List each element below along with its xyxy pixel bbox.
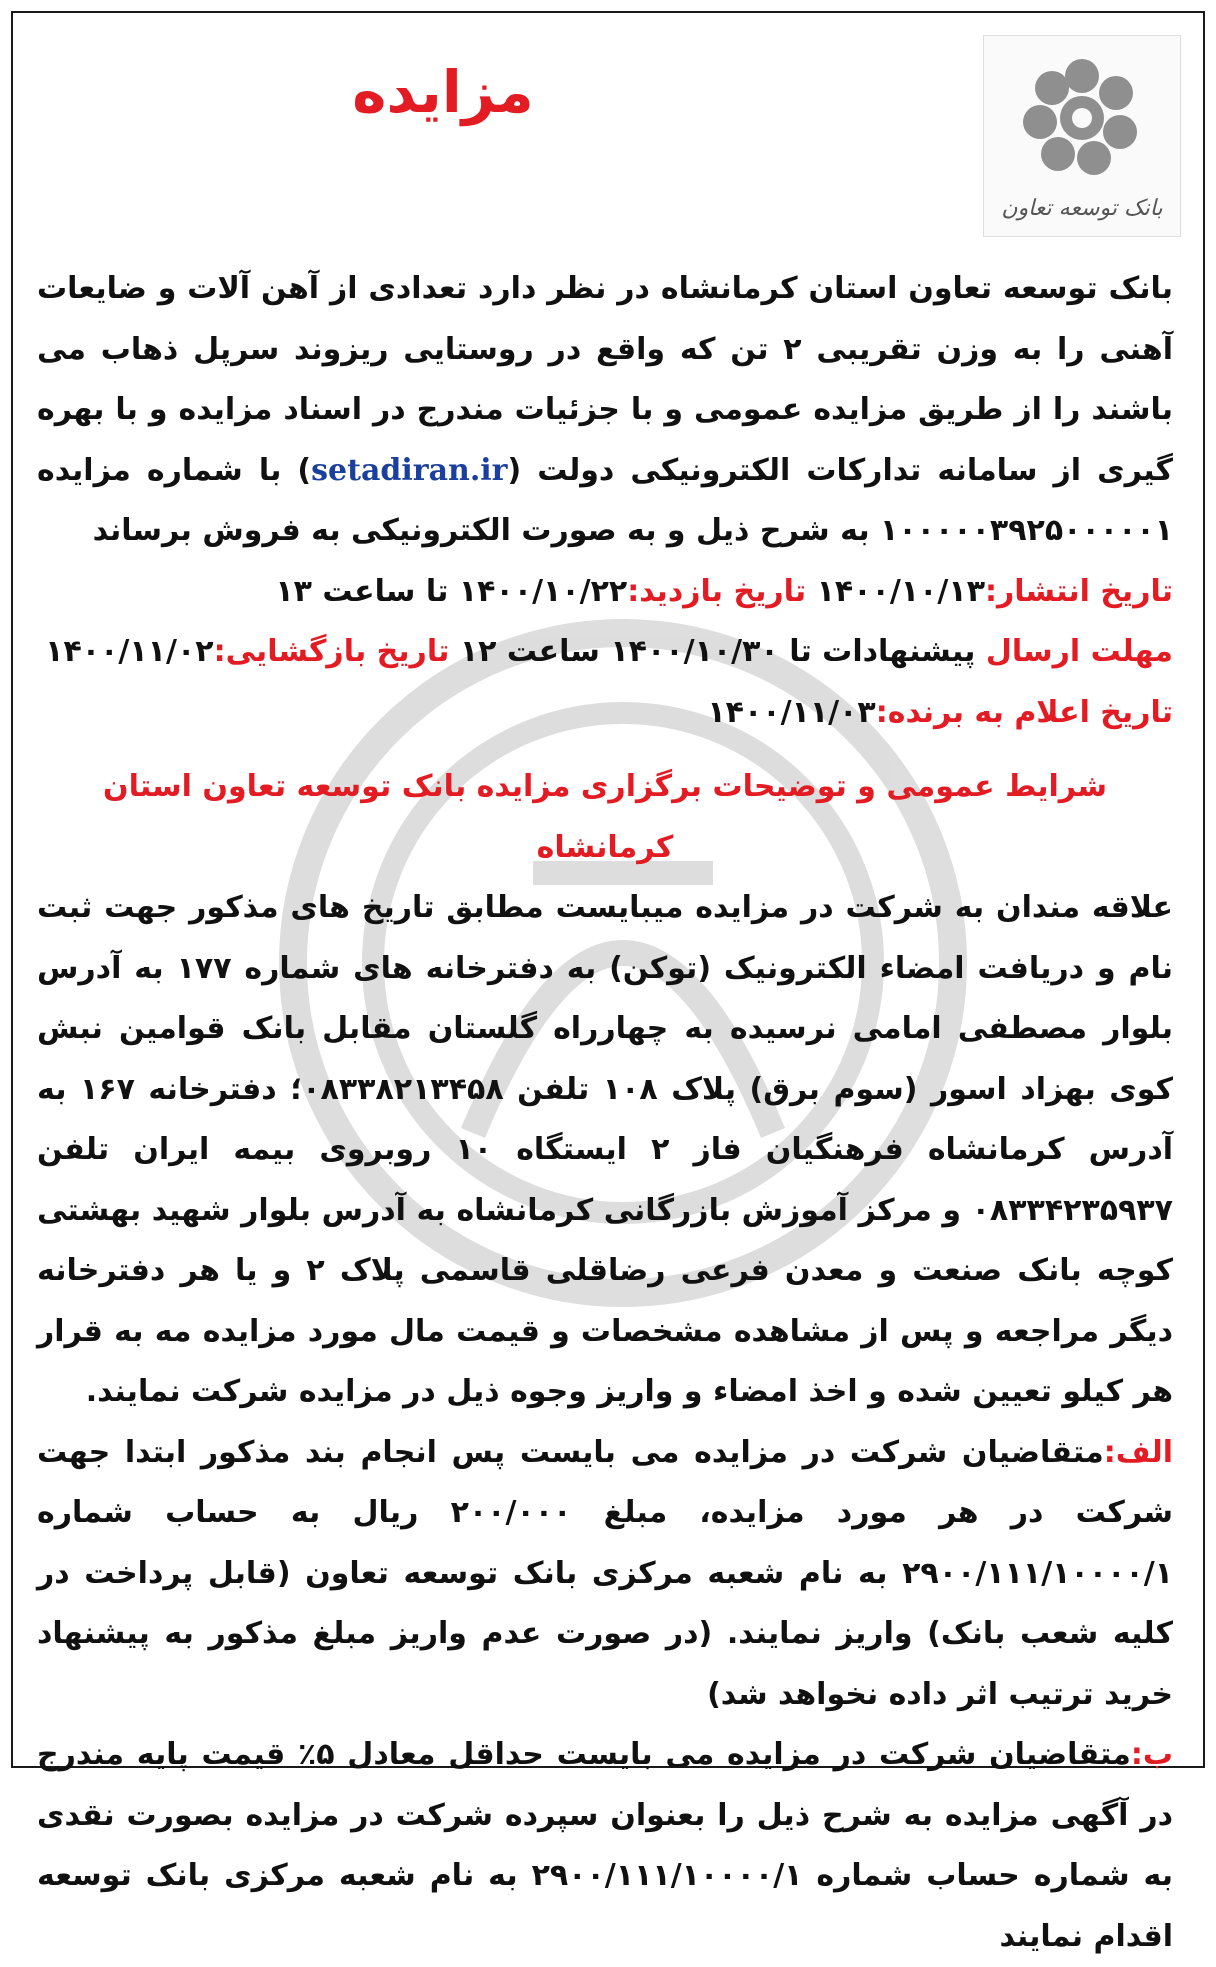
publish-date-value: ۱۴۰۰/۱۰/۱۳ bbox=[816, 573, 986, 609]
visit-date-value: ۱۴۰۰/۱۰/۲۲ تا ساعت ۱۳ bbox=[275, 573, 628, 609]
intro-paragraph bbox=[37, 259, 1173, 562]
dates-line-1 bbox=[37, 562, 1173, 623]
conditions-main: علاقه مندان به شرکت در مزایده میبایست مطابق تاریخ های مذکور جهت ثبت نام و دریافت امضاء الکترونیک (توکن) به دفترخانه های شماره ۱۷۷ به آدرس بلوار مصطفی امامی نرسیده به چهارراه گلستان مقابل بانک قوامین نبش کوی بهزاد اسور (سوم برق) پلاک ۱۰۸ تلفن ۰۸۳۳۸۲۱۳۴۵۸؛ دفترخانه ۱۶۷ به آدرس کرمانشاه فرهنگیان فاز ۲ ایستگاه ۱۰ روبروی بیمه ایران تلفن ۰۸۳۳۴۲۳۵۹۳۷ و مرکز آموزش بازرگانی کرمانشاه به آدرس بلوار شهید بهشتی کوچه بانک صنعت و معدن فرعی رضاقلی قاسمی پلاک ۲ و یا هر دفترخانه دیگر مراجعه و پس از مشاهده مشخصات و قیمت مال مورد مزایده مه به قرار هر کیلو تعیین شده و اخذ امضاء و واریز وجوه ذیل در مزایده شرکت نمایند. bbox=[37, 890, 1174, 1409]
clause-be bbox=[37, 1725, 1173, 1967]
dates-line-3 bbox=[37, 683, 1173, 744]
intro-part2: ) با شماره مزایده ۱۰۰۰۰۰۳۹۲۵۰۰۰۰۰۱ به شرح ذیل و به صورت الکترونیکی به فروش برساند bbox=[37, 452, 1173, 548]
clause-alef-text: متقاضیان شرکت در مزایده می بایست پس انجام بند مذکور ابتدا جهت شرکت در هر مورد مزایده، مبلغ ۲۰۰/۰۰۰ ریال به حساب شماره ۲۹۰۰/۱۱۱/۱۰۰۰۰/۱ به نام شعبه مرکزی بانک توسعه تعاون (قابل پرداخت در کلیه شعب بانک) واریز نمایند. (در صورت عدم واریز مبلغ مذکور به پیشنهاد خرید ترتیب اثر داده نخواهد شد) bbox=[37, 1434, 1173, 1712]
clause-alef-label: الف: bbox=[1103, 1434, 1173, 1470]
auction-notice bbox=[11, 11, 1205, 1954]
deadline-value: پیشنهادات تا ۱۴۰۰/۱۰/۳۰ ساعت ۱۲ bbox=[459, 634, 976, 669]
clause-be-label: ب: bbox=[1130, 1737, 1173, 1772]
flower-logo-icon bbox=[1012, 48, 1152, 188]
deadline-label: مهلت ارسال bbox=[985, 634, 1173, 669]
page-title: مزایده bbox=[352, 58, 534, 126]
opening-date-label: تاریخ بازگشایی: bbox=[213, 634, 450, 669]
logo-caption: بانک توسعه تعاون bbox=[1001, 196, 1163, 221]
bank-logo bbox=[983, 35, 1181, 237]
opening-date-value: ۱۴۰۰/۱۱/۰۲ bbox=[45, 634, 214, 669]
publish-date-label: تاریخ انتشار: bbox=[985, 573, 1173, 609]
clause-alef bbox=[37, 1423, 1173, 1726]
setadiran-link[interactable]: setadiran.ir bbox=[311, 452, 508, 488]
visit-date-label: تاریخ بازدید: bbox=[627, 573, 807, 609]
intro-part1: بانک توسعه تعاون استان کرمانشاه در نظر دارد تعدادی از آهن آلات و ضایعات آهنی را به وزن تقریبی ۲ تن که واقع در روستایی ریزوند سرپل ذهاب می باشند را از طریق مزایده عمومی و با جزئیات مندرج در اسناد مزایده و با بهره گیری از سامانه تدارکات الکترونیکی دولت ( bbox=[37, 271, 1174, 488]
winner-date-value: ۱۴۰۰/۱۱/۰۳ bbox=[707, 694, 876, 730]
winner-date-label: تاریخ اعلام به برنده: bbox=[875, 694, 1173, 730]
conditions-heading: شرایط عمومی و توضیحات برگزاری مزایده بانک توسعه تعاون استان کرمانشاه bbox=[103, 769, 1107, 865]
clause-be-text: متقاضیان شرکت در مزایده می بایست حداقل معادل ۵٪ قیمت پایه مندرج در آگهی مزایده به شرح ذیل را بعنوان سپرده شرکت در مزایده بصورت نقدی به شماره حساب شماره ۲۹۰۰/۱۱۱/۱۰۰۰۰/۱ به نام شعبه مرکزی بانک توسعه اقدام نمایند bbox=[37, 1737, 1173, 1954]
notice-body bbox=[37, 259, 1173, 1967]
dates-line-2 bbox=[37, 622, 1173, 683]
